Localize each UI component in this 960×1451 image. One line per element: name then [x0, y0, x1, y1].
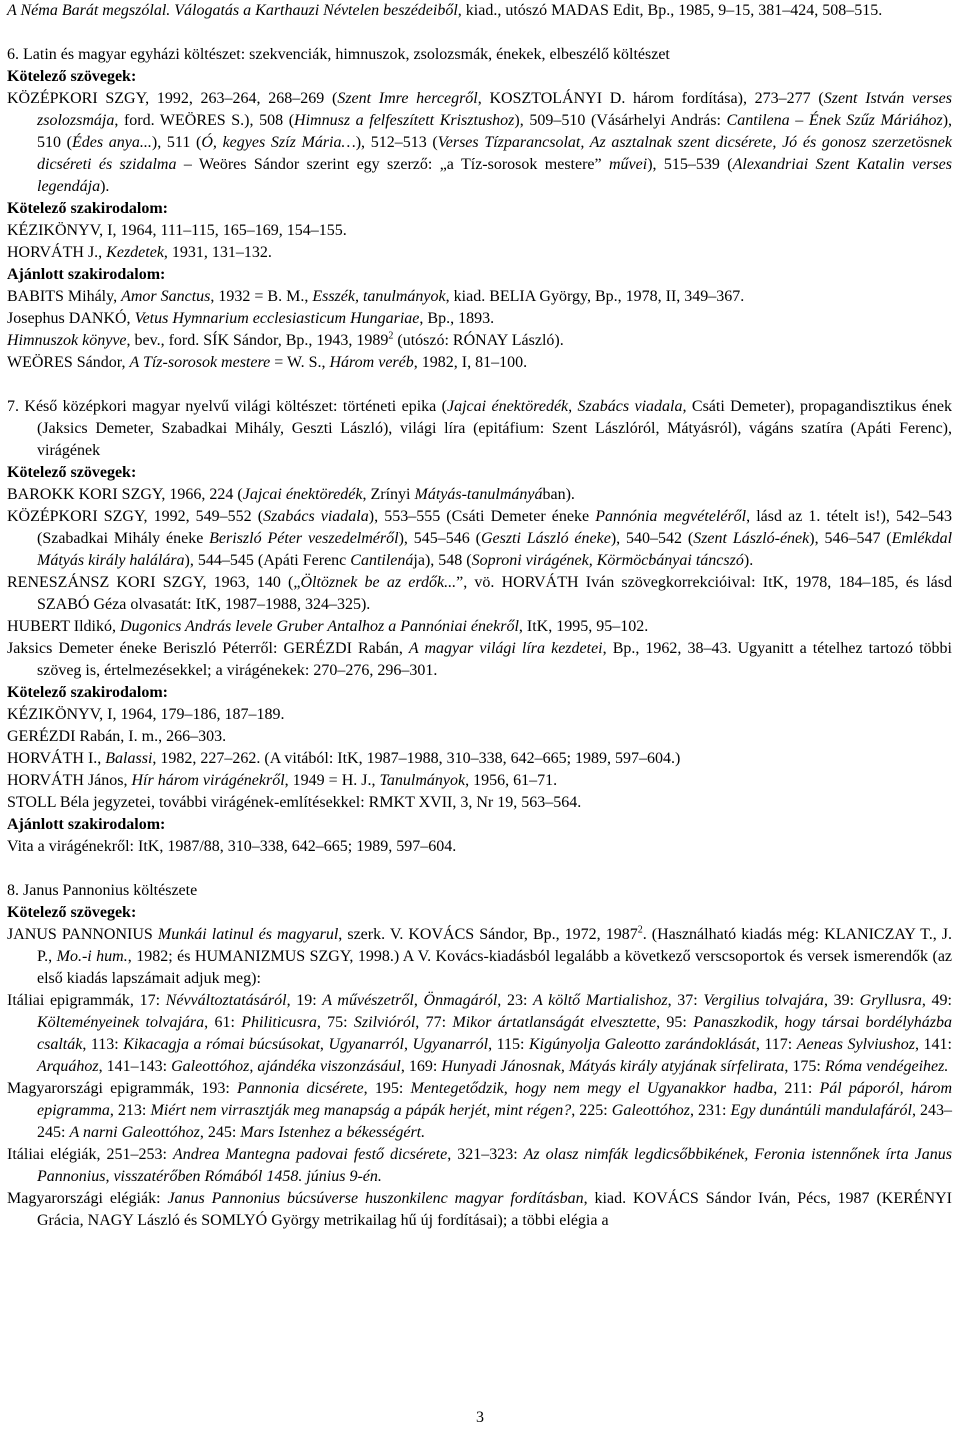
- sections-container: [7, 44, 952, 1232]
- bibliography-entry: STOLL Béla jegyzetei, további virágének-említésekkel: RMKT XVII, 3, Nr 19, 563–564.: [7, 794, 582, 811]
- bibliography-entry: HORVÁTH János, Hír három virágénekről, 1949 = H. J., Tanulmányok, 1956, 61–71.: [7, 772, 558, 789]
- subsection-heading: Ajánlott szakirodalom:: [7, 266, 166, 283]
- bibliography-entry: KÖZÉPKORI SZGY, 1992, 549–552 (Szabács viadala), 553–555 (Csáti Demeter éneke Pannónia megvételéről, lásd az 1. tételt is!), 542–543 (Szabadkai Mihály éneke Beriszló Péter veszedelméről), 545–546 (Geszti László éneke), 540–542 (Szent László-ének), 546–547 (Emlékdal Mátyás király halálára), 544–545 (Apáti Ferenc Cantilenája), 548 (Soproni virágének, Körmöcbányai táncszó).: [7, 508, 953, 569]
- bibliography-entry: Magyarországi epigrammák, 193: Pannonia dicsérete, 195: Mentegetődzik, hogy nem megy el Ugyanakkor hadba, 211: Pál páporól, három epigramma, 213: Miért nem virrasztják meg manapság a pápák herjét, mint régen?, 225: Galeottóhoz, 231: Egy dunántúli mandulafáról, 243–245: A narni Galeottóhoz, 245: Mars Istenhez a békességért.: [7, 1080, 953, 1141]
- spacer: [7, 22, 952, 44]
- section-title: 6. Latin és magyar egyházi költészet: szekvenciák, himnuszok, zsolozsmák, énekek, elbeszélő költészet: [7, 46, 670, 63]
- bibliography-entry: KÉZIKÖNYV, I, 1964, 179–186, 187–189.: [7, 706, 285, 723]
- bibliography-entry: Himnuszok könyve, bev., ford. SÍK Sándor, Bp., 1943, 1989$^2$ (utószó: RÓNAY László).: [7, 330, 564, 349]
- subsection-heading: Kötelező szövegek:: [7, 464, 137, 481]
- section-spacer: [7, 374, 952, 396]
- bibliography-entry: KÉZIKÖNYV, I, 1964, 111–115, 165–169, 154–155.: [7, 222, 347, 239]
- bibliography-entry: Jaksics Demeter éneke Beriszló Péterről: GERÉZDI Rabán, A magyar világi líra kezdetei, Bp., 1962, 38–43. Ugyanitt a tételhez tartozó többi szöveg is, értelmezésekkel; a virágénekek: 270–276, 296–301.: [7, 640, 952, 679]
- bibliography-entry: Vita a virágénekről: ItK, 1987/88, 310–338, 642–665; 1989, 597–604.: [7, 838, 457, 855]
- subsection-heading: Ajánlott szakirodalom:: [7, 816, 166, 833]
- section-title: 7. Késő középkori magyar nyelvű világi költészet: történeti epika (Jajcai énektöredék, Szabács viadala, Csáti Demeter), propagandisztikus ének (Jaksics Demeter, Szabadkai Mihály, Geszti László), világi líra (epitáfium: Szent Lászlóról, Mátyásról), vágáns szatíra (Apáti Ferenc), virágének: [7, 398, 953, 459]
- bibliography-entry: Itáliai epigrammák, 17: Névváltoztatásáról, 19: A művészetről, Önmagáról, 23: A költő Martialishoz, 37: Vergilius tolvajára, 39: Gryllusra, 49: Költeményeinek tolvajára, 61: Philiticusra, 75: Szilvióról, 77: Mikor ártatlanságát elvesztette, 95: Panaszkodik, hogy társai bordélyházba csalták, 113: Kikacagja a római búcsúsokat, Ugyanarról, Ugyanarról, 115: Kigúnyolja Galeotto zarándoklását, 117: Aeneas Sylviushoz, 141: Arquához, 141–143: Galeottóhoz, ajándéka viszonzásául, 169: Hunyadi Jánosnak, Mátyás király atyjának sírfelirata, 175: Róma vendégeihez.: [7, 992, 952, 1075]
- top-reference: A Néma Barát megszólal. Válogatás a Karthauzi Névtelen beszédeiből, kiad., utószó MADAS Edit, Bp., 1985, 9–15, 381–424, 508–515.: [7, 2, 883, 19]
- bibliography-entry: Itáliai elégiák, 251–253: Andrea Mantegna padovai festő dicsérete, 321–323: Az olasz nimfák legdicsőbbikének, Feronia istennőnek írta Janus Pannonius, visszatérőben Rómából 1458. június 9-én.: [7, 1146, 953, 1185]
- bibliography-entry: BABITS Mihály, Amor Sanctus, 1932 = B. M., Esszék, tanulmányok, kiad. BELIA György, Bp., 1978, II, 349–367.: [7, 288, 745, 305]
- bibliography-entry: HORVÁTH I., Balassi, 1982, 227–262. (A vitából: ItK, 1987–1988, 310–338, 642–665; 1989, 597–604.): [7, 750, 681, 767]
- bibliography-entry: HORVÁTH J., Kezdetek, 1931, 131–132.: [7, 244, 272, 261]
- bibliography-entry: BAROKK KORI SZGY, 1966, 224 (Jajcai énektöredék, Zrínyi Mátyás-tanulmányában).: [7, 486, 575, 503]
- bibliography-entry: Josephus DANKÓ, Vetus Hymnarium ecclesiasticum Hungariae, Bp., 1893.: [7, 310, 495, 327]
- bibliography-entry: WEÖRES Sándor, A Tíz-sorosok mestere = W. S., Három veréb, 1982, I, 81–100.: [7, 354, 528, 371]
- subsection-heading: Kötelező szövegek:: [7, 904, 137, 921]
- bibliography-entry: GERÉZDI Rabán, I. m., 266–303.: [7, 728, 227, 745]
- bibliography-entry: HUBERT Ildikó, Dugonics András levele Gruber Antalhoz a Pannóniai énekről, ItK, 1995, 95–102.: [7, 618, 649, 635]
- bibliography-entry: Magyarországi elégiák: Janus Pannonius búcsúverse huszonkilenc magyar fordításban, kiad. KOVÁCS Sándor Iván, Pécs, 1987 (KERÉNYI Grácia, NAGY László és SOMLYÓ György metrikailag hű új fordításai); a többi elégia a: [7, 1190, 952, 1229]
- page-number: 3: [476, 1409, 484, 1426]
- bibliography-entry: RENESZÁNSZ KORI SZGY, 1963, 140 („Öltöznek be az erdők...”, vö. HORVÁTH Iván szövegkorrekcióival: ItK, 1978, 184–185, és lásd SZABÓ Géza olvasatát: ItK, 1987–1988, 324–325).: [7, 574, 952, 613]
- subsection-heading: Kötelező szakirodalom:: [7, 200, 169, 217]
- subsection-heading: Kötelező szövegek:: [7, 68, 137, 85]
- subsection-heading: Kötelező szakirodalom:: [7, 684, 169, 701]
- section-title: 8. Janus Pannonius költészete: [7, 882, 198, 899]
- bibliography-entry: KÖZÉPKORI SZGY, 1992, 263–264, 268–269 (Szent Imre hercegről, KOSZTOLÁNYI D. három fordítása), 273–277 (Szent István verses zsolozsmája, ford. WEÖRES S.), 508 (Himnusz a felfeszített Krisztushoz), 509–510 (Vásárhelyi András: Cantilena – Ének Szűz Máriához), 510 (Édes anya...), 511 (Ó, kegyes Szíz Mária…), 512–513 (Verses Tízparancsolat, Az asztalnak szent dicsérete, Jó és gonosz szerzetösnek dicséreti és szidalma – Weöres Sándor szerint egy szerző: „a Tíz-sorosok mestere” művei), 515–539 (Alexandriai Szent Katalin verses legendája).: [7, 90, 953, 195]
- bibliography-entry: JANUS PANNONIUS Munkái latinul és magyarul, szerk. V. KOVÁCS Sándor, Bp., 1972, 1987$^2$. (Használható kiadás még: KLANICZAY T., J. P., Mo.-i hum., 1982; és HUMANIZMUS SZGY, 1998.) A V. Kovács-kiadásból legalább a következő verscsoportok és versek ismerendők (az első kiadás lapszámait adjuk meg):: [7, 924, 953, 987]
- section-spacer: [7, 858, 952, 880]
